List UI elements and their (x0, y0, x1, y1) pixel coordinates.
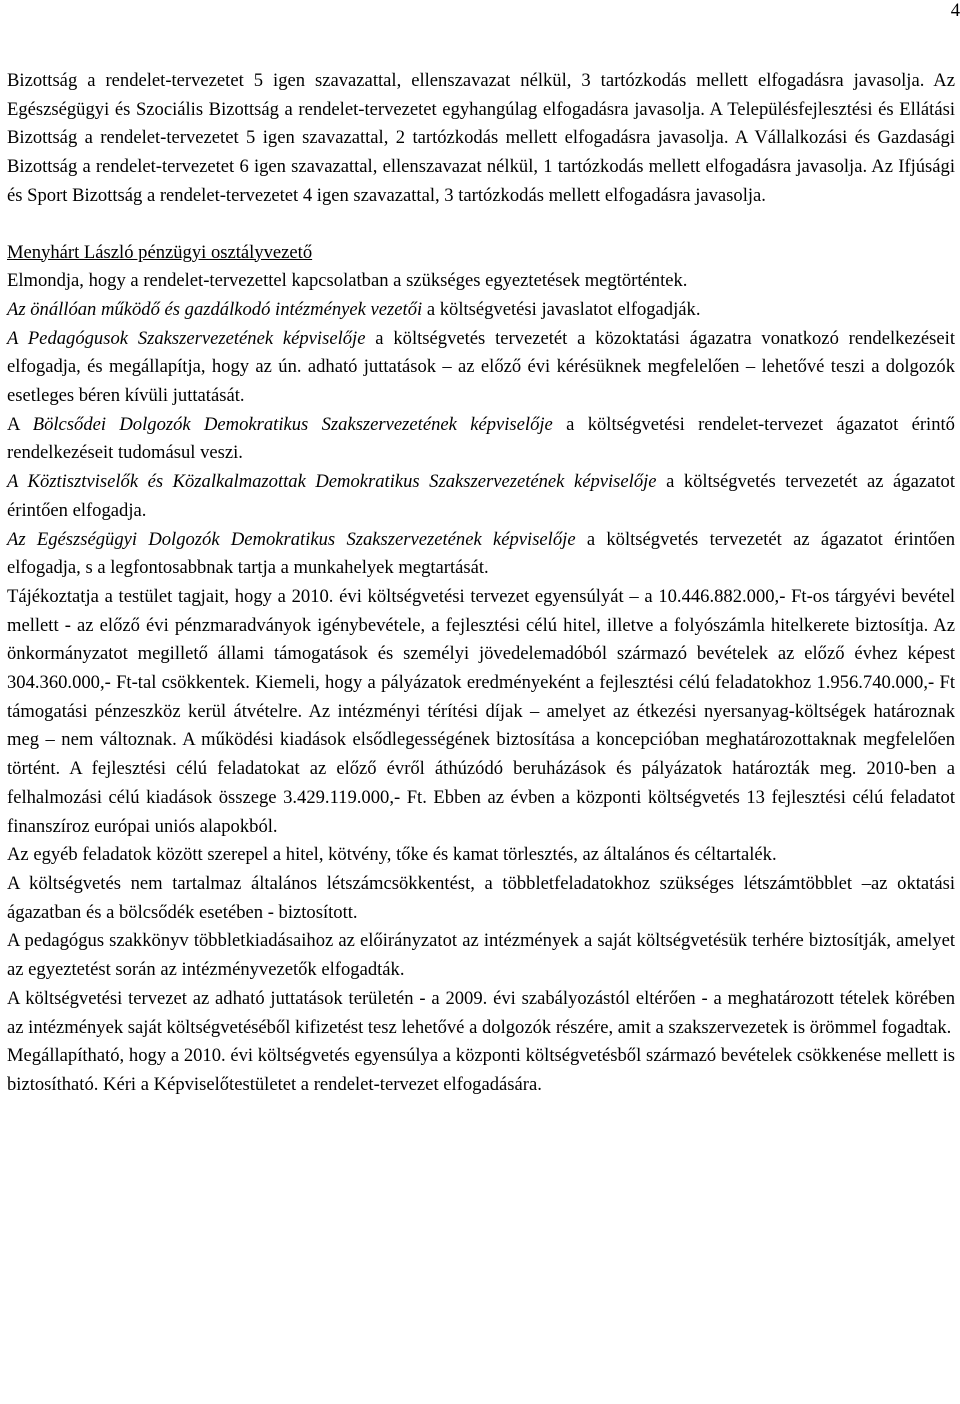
italic-subject: Bölcsődei Dolgozók Demokratikus Szakszervezetének képviselője (32, 413, 553, 435)
nursery-union-paragraph (7, 411, 955, 468)
paragraph-rest: a költségvetési javaslatot elfogadják. (422, 298, 701, 320)
paragraph-rest: a költségvetés tervezetét a közoktatási ágazatra vonatkozó rendelkezéseit elfogadja, és megállapítja, hogy az ún. adható juttatások – az előző évi kérésüknek megfelelően – lehetővé teszi a dolgozók esetleges béren kívüli juttatását. (7, 327, 956, 407)
italic-subject: A Pedagógusok Szakszervezetének képviselője (7, 327, 366, 349)
italic-subject: Az önállóan működő és gazdálkodó intézmények vezetői (7, 298, 423, 320)
other-tasks-paragraph: Az egyéb feladatok között szerepel a hitel, kötvény, tőke és kamat törlesztés, az általános és céltartalék. (7, 844, 777, 866)
document-body (7, 67, 955, 1100)
allowances-paragraph: A költségvetési tervezet az adható juttatások területén - a 2009. évi szabályozástól eltérően - a meghatározott tételek körében az intézmények saját költségvetéséből kifizetést tesz lehetővé a dolgozók részére, amit a szakszervezetek is örömmel fogadtak. (7, 987, 955, 1038)
budget-overview-paragraph: Tájékoztatja a testület tagjait, hogy a 2010. évi költségvetési tervezet egyensúlyát – a 10.446.882.000,- Ft-os tárgyévi bevétel mellett - az előző évi pénzmaradványok igénybevétele, a fejlesztési célú hitel, illetve a folyószámla hitelkerete biztosítja. Az önkormányzatot megillető állami támogatások és személyi jövedelemadóból származó bevételek az előző évhez képest 304.360.000,- Ft-tal csökkentek. Kiemeli, hogy a pályázatok eredményeként a fejlesztési célú feladatokhoz 1.956.740.000,- Ft támogatási pénzeszköz kerül átvételre. Az intézményi térítési díjak – amelyet az étkezési nyersanyag-költségek határoznak meg – nem változnak. A működési kiadások elsődlegességének biztosítása a koncepcióban meghatározottaknak megfelelően történt. A fejlesztési célú feladatokat az előző évről áthúzódó beruházások és pályázatok határozták meg. 2010-ben a felhalmozási célú kiadások összege 3.429.119.000,- Ft. Ebben az évben a központi költségvetés 13 fejlesztési célú feladatot finanszíroz európai uniós alapokból. (7, 585, 955, 837)
speaker-statement: Elmondja, hogy a rendelet-tervezettel kapcsolatban a szükséges egyeztetések megtörténtek. (7, 270, 688, 292)
page-number: 4 (950, 0, 960, 21)
teacher-books-paragraph: A pedagógus szakkönyv többletkiadásaihoz az előirányzatot az intézmények a saját költségvetésük terhére biztosítják, amelyet az egyeztetést során az intézményvezetők elfogadták. (7, 930, 955, 981)
paragraph-rest: a költségvetési rendelet-tervezet ágazatot érintő rendelkezéseit tudomásul veszi. (7, 413, 955, 464)
civil-servants-union-paragraph (7, 468, 955, 525)
conclusion-paragraph: Megállapítható, hogy a 2010. évi költségvetés egyensúlya a központi költségvetésből származó bevételek csökkenése mellett is biztosítható. Kéri a Képviselőtestületet a rendelet-tervezet elfogadására. (7, 1045, 955, 1095)
staffing-paragraph: A költségvetés nem tartalmaz általános létszámcsökkentést, a többletfeladatokhoz szükséges létszámtöbblet –az oktatási ágazatban és a bölcsődék esetében - biztosított. (7, 872, 955, 923)
speaker-heading: Menyhárt László pénzügyi osztályvezető (7, 241, 313, 263)
committee-votes-paragraph: Bizottság a rendelet-tervezetet 5 igen szavazattal, ellenszavazat nélkül, 3 tartózkodás mellett elfogadásra javasolja. Az Egészségügyi és Szociális Bizottság a rendelet-tervezetet egyhangúlag elfogadásra javasolja. A Településfejlesztési és Ellátási Bizottság a rendelet-tervezetet 5 igen szavazattal, 2 tartózkodás mellett elfogadásra javasolja. A Vállalkozási és Gazdasági Bizottság a rendelet-tervezetet 6 igen szavazattal, ellenszavazat nélkül, 1 tartózkodás mellett elfogadásra javasolja. Az Ifjúsági és Sport Bizottság a rendelet-tervezetet 4 igen szavazattal, 3 tartózkodás mellett elfogadásra javasolja. (7, 70, 955, 206)
health-workers-union-paragraph (7, 526, 955, 583)
paragraph-lead: A (7, 413, 33, 435)
italic-subject: Az Egészségügyi Dolgozók Demokratikus Szakszervezetének képviselője (7, 528, 576, 550)
institution-heads-paragraph (7, 296, 955, 325)
italic-subject: A Köztisztviselők és Közalkalmazottak Demokratikus Szakszervezetének képviselője (7, 471, 657, 493)
paragraph-rest: a költségvetés tervezetét az ágazatot érintően elfogadja, s a legfontosabbnak tartja a munkahelyek megtartását. (7, 528, 955, 579)
paragraph-rest: a költségvetés tervezetét az ágazatot érintően elfogadja. (7, 471, 955, 521)
teachers-union-paragraph (7, 325, 955, 411)
